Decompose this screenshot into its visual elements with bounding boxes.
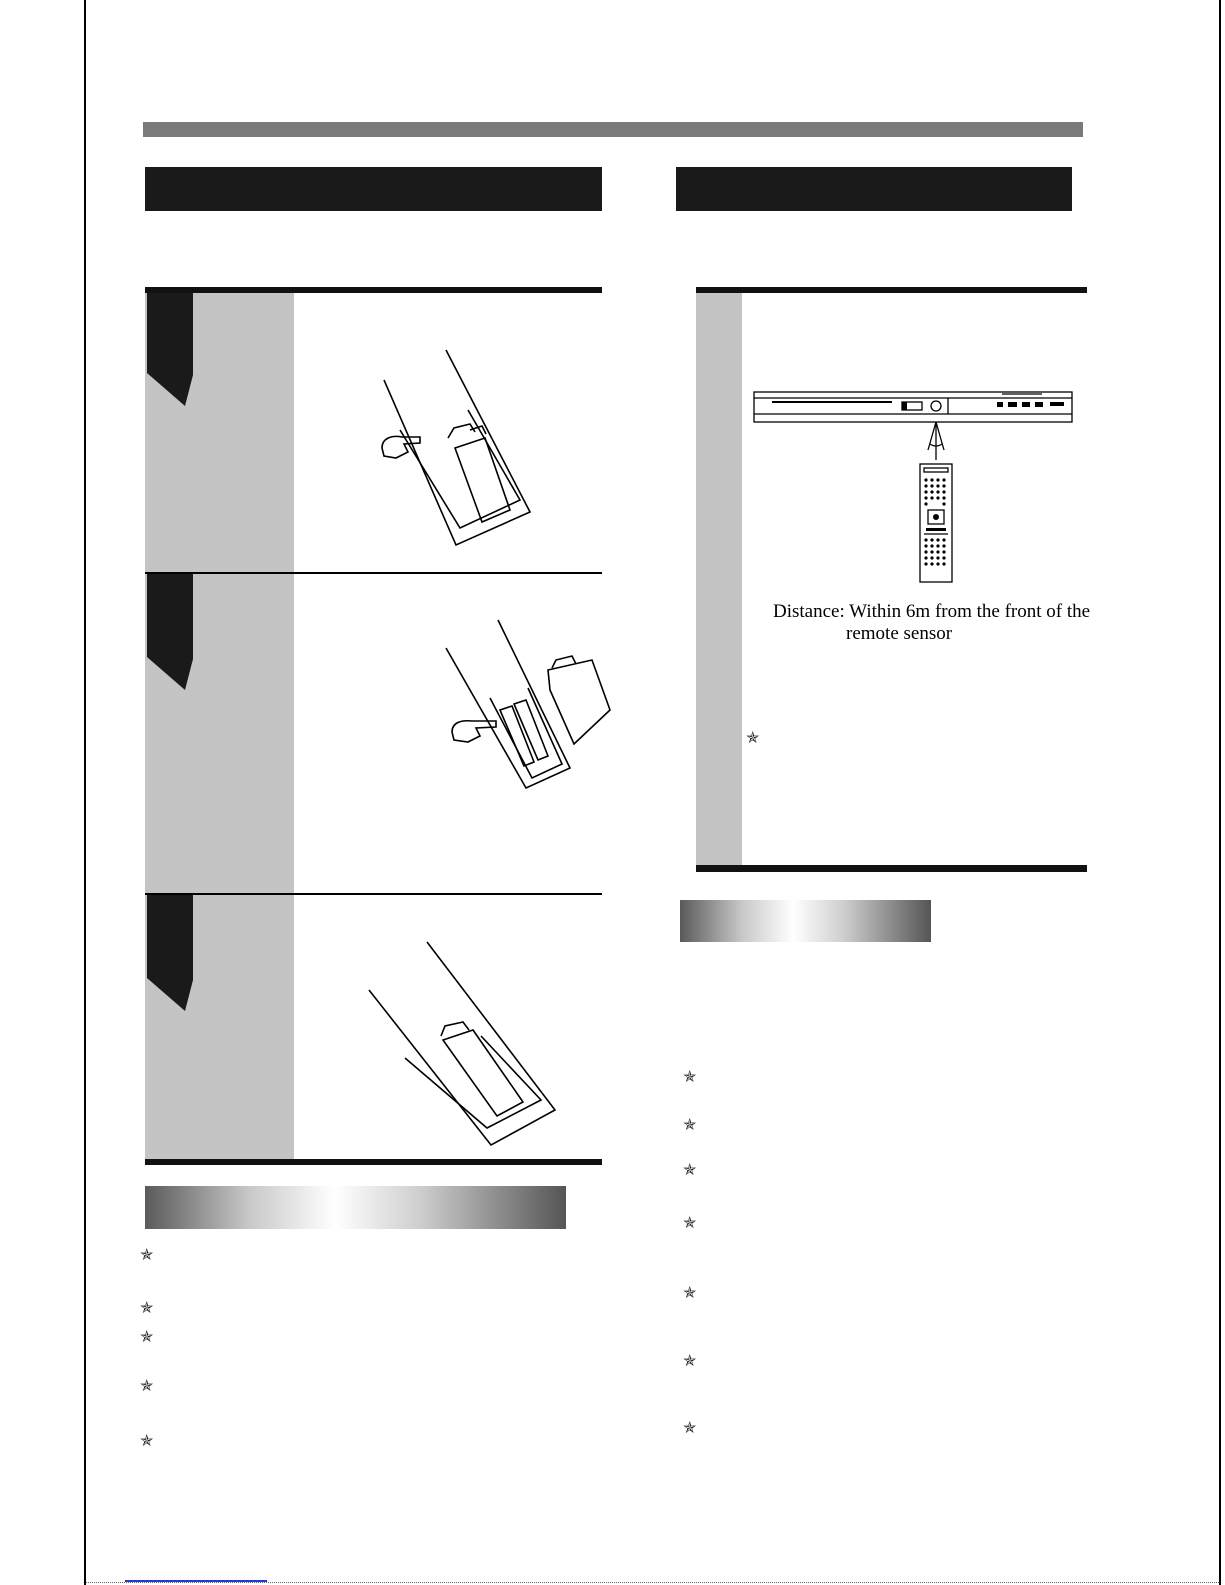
star-bullet-icon: ✯	[140, 1431, 154, 1450]
left-step-column	[145, 293, 294, 1159]
left-panel-bottom-rule	[145, 1159, 602, 1165]
remote-close-cover-illustration	[365, 940, 575, 1150]
left-notes-gradient-bar	[145, 1186, 566, 1229]
bottom-link-underline	[125, 1580, 267, 1582]
star-bullet-icon: ✯	[140, 1245, 154, 1264]
star-bullet-icon: ✯	[683, 1418, 697, 1437]
right-panel-top-rule	[696, 287, 1087, 293]
right-panel-column	[696, 293, 742, 865]
remote-open-cover-illustration	[370, 340, 555, 555]
step-1-marker	[145, 293, 195, 413]
star-bullet-icon: ✯	[140, 1327, 154, 1346]
step-divider-2	[145, 893, 602, 895]
remote-insert-batteries-illustration	[440, 618, 620, 793]
step-divider-1	[145, 572, 602, 574]
bottom-dotted-line	[86, 1582, 1219, 1583]
right-panel-bottom-rule	[696, 865, 1087, 872]
star-bullet-icon: ✯	[746, 728, 760, 747]
page-border-left	[84, 0, 86, 1585]
right-section-header	[676, 167, 1072, 211]
distance-label-line2: remote sensor	[846, 623, 953, 644]
star-bullet-icon: ✯	[683, 1160, 697, 1179]
step-3-marker	[145, 895, 195, 1015]
star-bullet-icon: ✯	[683, 1115, 697, 1134]
star-bullet-icon: ✯	[683, 1283, 697, 1302]
top-bar	[143, 122, 1083, 137]
left-section-header	[145, 167, 602, 211]
step-2-marker	[145, 574, 195, 694]
dvd-player-remote-range-illustration	[752, 388, 1074, 584]
star-bullet-icon: ✯	[140, 1376, 154, 1395]
star-bullet-icon: ✯	[683, 1351, 697, 1370]
star-bullet-icon: ✯	[683, 1213, 697, 1232]
star-bullet-icon: ✯	[683, 1067, 697, 1086]
right-notes-gradient-bar	[680, 900, 931, 942]
distance-label: Distance: Within 6m from the front of the	[773, 601, 1091, 622]
page-border-right	[1219, 0, 1221, 1585]
star-bullet-icon: ✯	[140, 1298, 154, 1317]
